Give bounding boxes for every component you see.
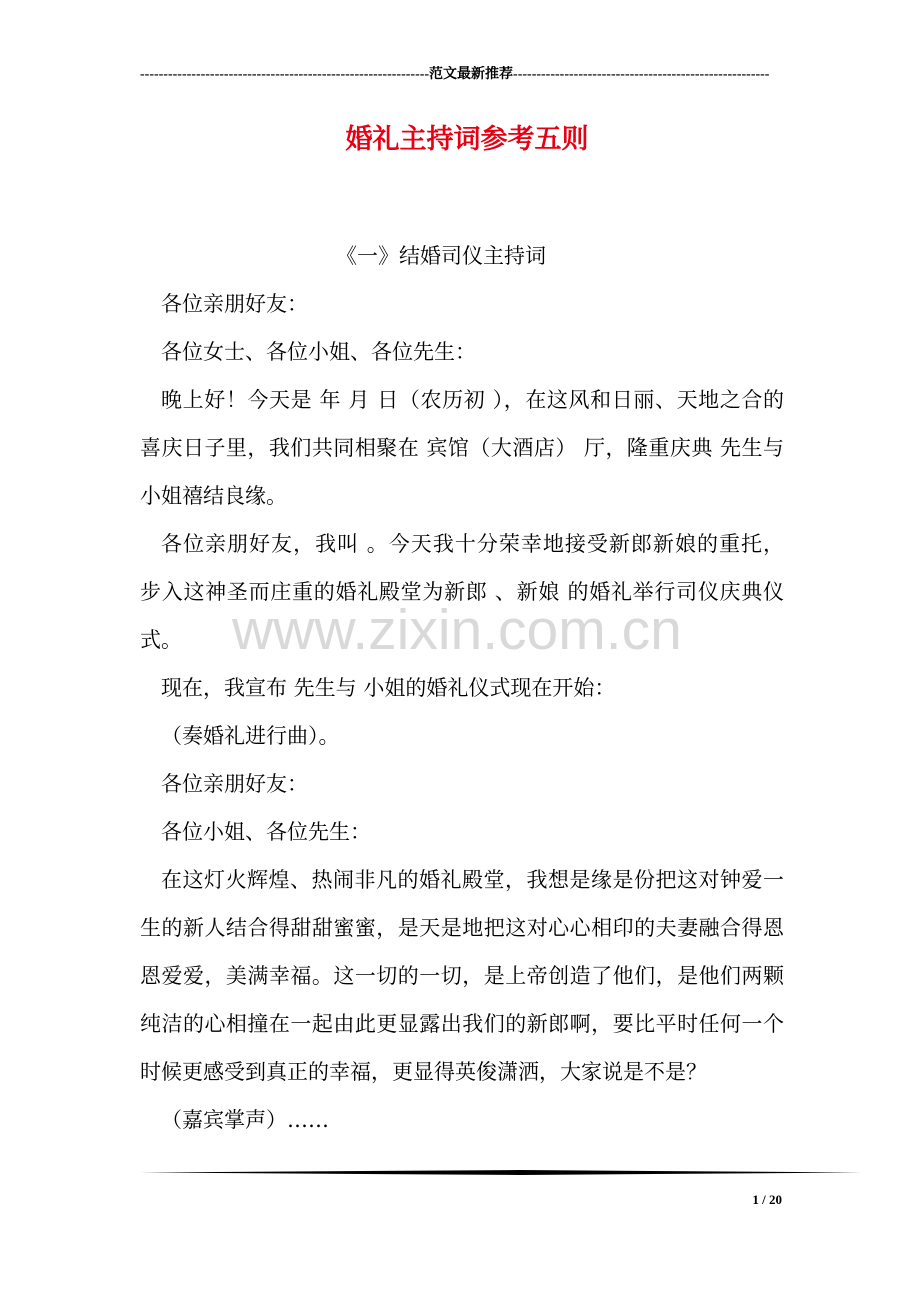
paragraph-line: 恩爱爱，美满幸福。这一切的一切，是上帝创造了他们，是他们两颗 [140,964,784,988]
paragraph [140,520,784,664]
paragraph [140,328,784,376]
paragraph-line: 各位亲朋好友： [161,772,308,796]
paragraph [140,760,784,808]
paragraph-line: 各位女士、各位小姐、各位先生： [161,340,476,364]
paragraph-line: 各位亲朋好友，我叫 。今天我十分荣幸地接受新郎新娘的重托， [161,532,784,556]
page-number: 1 / 20 [752,1192,782,1207]
paragraph [140,664,784,712]
paragraph-line: （奏婚礼进行曲）。 [161,724,340,748]
watermark: www.zixin.com.cn [232,598,682,662]
document-body [140,232,784,1144]
paragraph-line: 现在，我宣布 先生与 小姐的婚礼仪式现在开始： [161,676,616,700]
paragraph-line: 在这灯火辉煌、热闹非凡的婚礼殿堂，我想是缘是份把这对钟爱一 [161,868,784,892]
paragraph-line: 各位亲朋好友： [161,292,308,316]
paragraph-line: 喜庆日子里，我们共同相聚在 宾馆（大酒店） 厅，隆重庆典 先生与 [140,436,784,460]
paragraph-line: 小姐禧结良缘。 [140,484,287,508]
paragraph-line: 时候更感受到真正的幸福，更显得英俊潇洒，大家说是不是？ [140,1060,707,1084]
paragraph-line: 纯洁的心相撞在一起由此更显露出我们的新郎啊，要比平时任何一个 [140,1012,784,1036]
paragraph-line: 生的新人结合得甜甜蜜蜜，是天是地把这对心心相印的夫妻融合得恩 [140,916,784,940]
paragraph-line: 式。 [140,628,182,652]
paragraph [140,808,784,856]
document-title: 婚礼主持词参考五则 [345,124,589,155]
footer-rule [140,1168,862,1177]
paragraph [140,280,784,328]
paragraph [140,376,784,520]
paragraph-line: （嘉宾掌声）…… [161,1108,329,1132]
paragraph [140,712,784,760]
paragraph-line: 步入这神圣而庄重的婚礼殿堂为新郎 、新娘 的婚礼举行司仪庆典仪 [140,580,784,604]
header-banner: --------------------------------------------------------------范文最新推荐------------------------------------------------------- [140,67,770,82]
paragraph [140,1096,784,1144]
paragraph-line: 各位小姐、各位先生： [161,820,371,844]
section-subtitle: 《一》结婚司仪主持词 [336,244,546,268]
paragraph [140,856,784,1096]
paragraph-line: 晚上好！今天是 年 月 日（农历初 ），在这风和日丽、天地之合的 [161,388,784,412]
